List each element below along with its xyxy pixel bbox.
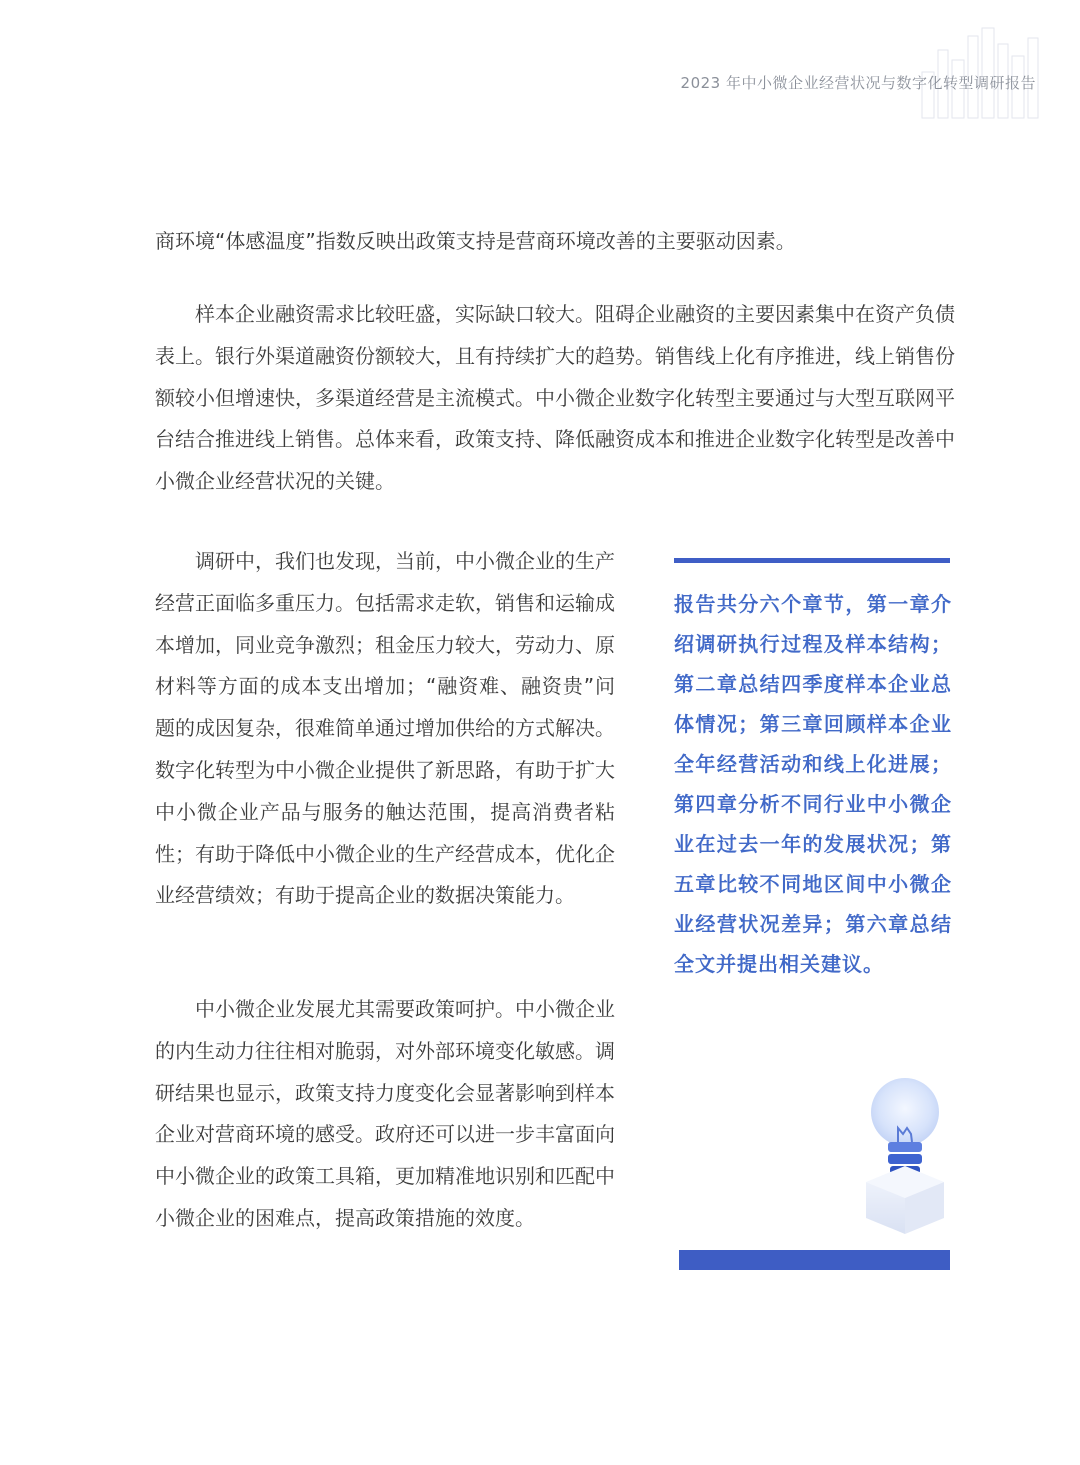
findings-paragraph: 调研中，我们也发现，当前，中小微企业的生产经营正面临多重压力。包括需求走软，销售和运输成本增加，同业竞争激烈；租金压力较大，劳动力、原材料等方面的成本支出增加；“融资难、融资贵”问题的成因复杂，很难简单通过增加供给的方式解决。数字化转型为中小微企业提供了新思路，有助于扩大中小微企业产品与服务的触达范围，提高消费者粘性；有助于降低中小微企业的生产经营成本，优化企业经营绩效；有助于提高企业的数据决策能力。 bbox=[155, 549, 615, 908]
skyline-decoration-icon bbox=[918, 20, 1043, 120]
callout-top-bar bbox=[674, 558, 950, 563]
lightbulb-icon bbox=[860, 1072, 960, 1237]
chapter-overview-callout: 报告共分六个章节，第一章介绍调研执行过程及样本结构；第二章总结四季度样本企业总体情况；第三章回顾样本企业全年经营活动和线上化进展；第四章分析不同行业中小微企业在过去一年的发展状况；第五章比较不同地区间中小微企业经营状况差异；第六章总结全文并提出相关建议。 bbox=[674, 592, 952, 976]
callout-bottom-bar bbox=[679, 1250, 950, 1270]
report-header-title: 2023 年中小微企业经营状况与数字化转型调研报告 bbox=[680, 74, 1036, 92]
intro-paragraph: 商环境“体感温度”指数反映出政策支持是营商环境改善的主要驱动因素。 bbox=[155, 229, 796, 253]
policy-paragraph: 中小微企业发展尤其需要政策呵护。中小微企业的内生动力往往相对脆弱，对外部环境变化敏感。调研结果也显示，政策支持力度变化会显著影响到样本企业对营商环境的感受。政府还可以进一步丰富面向中小微企业的政策工具箱，更加精准地识别和匹配中小微企业的困难点，提高政策措施的效度。 bbox=[155, 997, 615, 1230]
summary-paragraph: 样本企业融资需求比较旺盛，实际缺口较大。阻碍企业融资的主要因素集中在资产负债表上。银行外渠道融资份额较大，且有持续扩大的趋势。销售线上化有序推进，线上销售份额较小但增速快，多渠道经营是主流模式。中小微企业数字化转型主要通过与大型互联网平台结合推进线上销售。总体来看，政策支持、降低融资成本和推进企业数字化转型是改善中小微企业经营状况的关键。 bbox=[155, 302, 955, 494]
